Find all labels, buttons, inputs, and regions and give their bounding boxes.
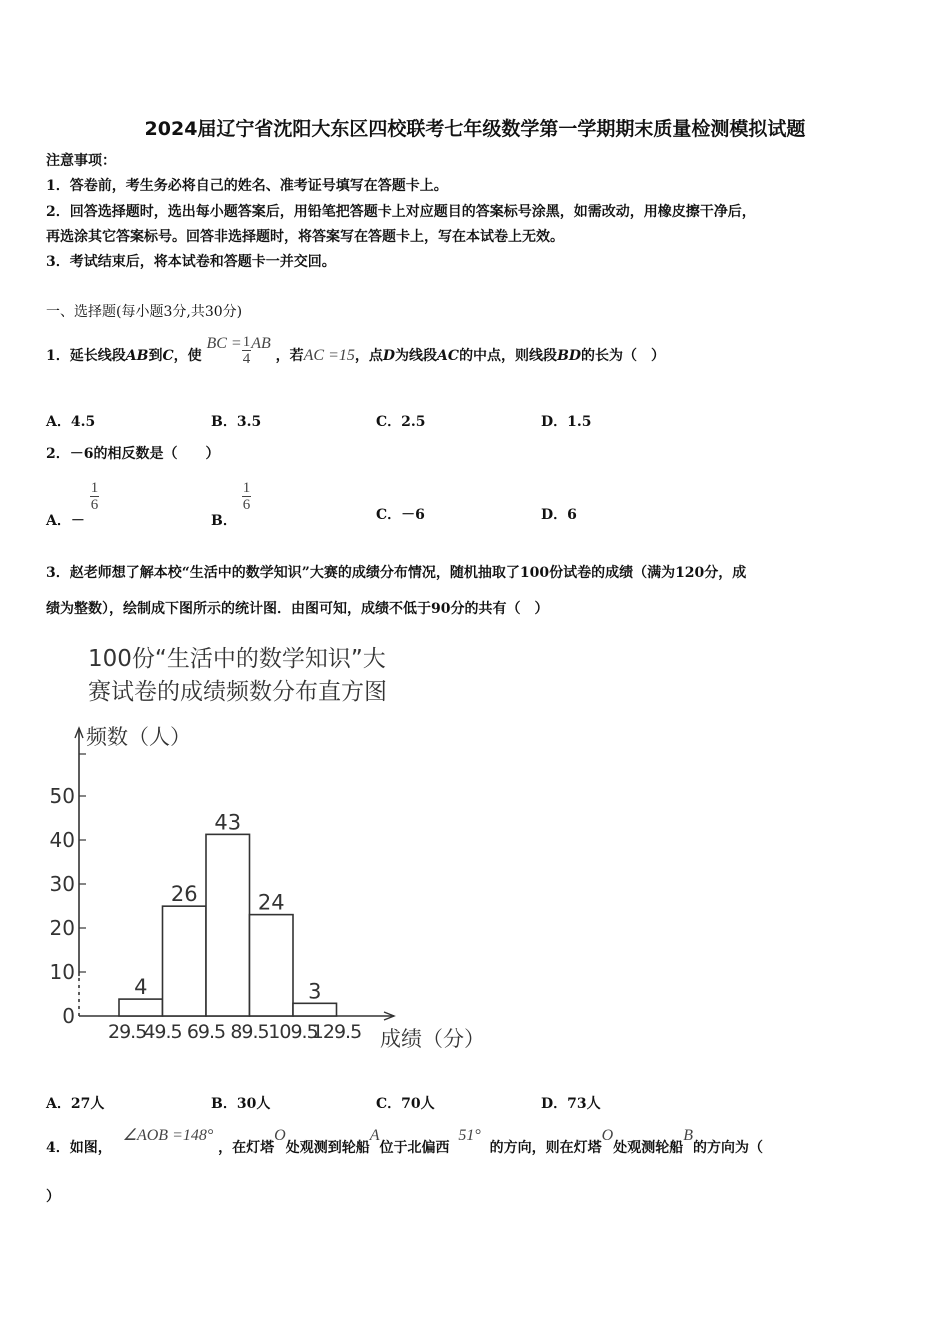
x-axis-label: 成绩（分） — [380, 1027, 485, 1051]
frac-den: 6 — [242, 497, 251, 513]
q4-text: 处观测轮船 — [613, 1140, 684, 1156]
q4-text: 处观测到轮船 — [285, 1140, 370, 1156]
chart-title: 赛试卷的成绩频数分布直方图 — [88, 679, 387, 705]
question-4 — [46, 1127, 763, 1157]
q1-text: ，点 — [354, 348, 383, 364]
q2-option-d[interactable]: D．6 — [541, 507, 577, 523]
y-tick-label: 40 — [49, 828, 75, 852]
q1-var: AB — [125, 348, 149, 364]
x-tick-label: 29.5 — [108, 1021, 147, 1043]
formula: 51° — [458, 1127, 481, 1144]
q1-text: ，使 — [173, 348, 202, 364]
question-4-close: ） — [46, 1189, 60, 1205]
q1-text: 为线段 — [395, 348, 438, 364]
histogram-bar — [163, 906, 207, 1016]
q4-var: O — [601, 1127, 614, 1144]
notice-item: 1．答卷前，考生务必将自己的姓名、准考证号填写在答题卡上。 — [46, 178, 448, 194]
q1-var: D — [382, 348, 396, 364]
bar-data-label: 26 — [170, 882, 198, 907]
q4-var: O — [274, 1127, 286, 1144]
q2-option-c[interactable]: C．－6 — [376, 507, 425, 523]
q4-text: 的方向为（ — [692, 1140, 763, 1156]
option-label: B． — [211, 512, 237, 529]
q1-text: 到 — [148, 348, 163, 364]
formula: BC = — [206, 335, 242, 352]
x-tick-label: 129.5 — [311, 1021, 362, 1043]
q1-option-b[interactable]: B．3.5 — [211, 414, 262, 430]
q4-text: 4．如图， — [46, 1140, 112, 1156]
page-title: 2024届辽宁省沈阳大东区四校联考七年级数学第一学期期末质量检测模拟试题 — [144, 118, 806, 140]
q1-var: AC — [437, 348, 460, 364]
bars — [119, 810, 337, 1016]
y-tick-label: 0 — [62, 1004, 75, 1028]
notice-item: 3．考试结束后，将本试卷和答题卡一并交回。 — [46, 254, 336, 270]
q3-option-a[interactable]: A．27人 — [46, 1096, 105, 1112]
q1-option-d[interactable]: D．1.5 — [541, 414, 592, 430]
y-axis-label: 频数（人） — [86, 725, 191, 749]
q3-option-c[interactable]: C．70人 — [376, 1096, 435, 1112]
histogram-bar — [250, 915, 294, 1016]
q4-text: 位于北偏西 — [379, 1140, 450, 1156]
q4-text: 的方向，则在灯塔 — [489, 1140, 602, 1156]
frac-den: 6 — [90, 497, 99, 513]
notice-item: 再选涂其它答案标号。回答非选择题时，将答案写在答题卡上，写在本试卷上无效。 — [46, 229, 564, 245]
y-tick-label: 50 — [49, 784, 75, 808]
formula: AC =15 — [303, 347, 355, 364]
x-tick-label: 109.5 — [268, 1021, 318, 1043]
q3-option-b[interactable]: B．30人 — [211, 1096, 271, 1112]
option-label: A．－ — [46, 512, 85, 529]
histogram-bar — [119, 999, 163, 1016]
frac-den: 4 — [242, 350, 251, 367]
x-tick-label: 89.5 — [230, 1021, 269, 1043]
q1-var: C — [162, 348, 174, 364]
frac-num: 1 — [242, 333, 251, 350]
q3-option-d[interactable]: D．73人 — [541, 1096, 601, 1112]
x-tick-label: 69.5 — [186, 1021, 226, 1043]
y-tick-label: 20 — [49, 916, 75, 940]
question-3-line: 绩为整数），绘制成下图所示的统计图．由图可知，成绩不低于90分的共有（ ） — [46, 601, 549, 617]
chart-title: 100份“生活中的数学知识”大 — [88, 646, 386, 672]
q1-text: 的长为（ ） — [581, 348, 666, 364]
q1-text: 的中点，则线段 — [459, 348, 558, 364]
q1-option-a[interactable]: A．4.5 — [46, 414, 96, 430]
question-3-line: 3．赵老师想了解本校“生活中的数学知识”大赛的成绩分布情况，随机抽取了100份试卷的成绩（满为120分，成 — [46, 565, 747, 581]
q1-option-c[interactable]: C．2.5 — [376, 414, 426, 430]
q4-text: ，在灯塔 — [218, 1140, 275, 1156]
q1-var: BD — [557, 348, 582, 364]
notice-heading: 注意事项： — [46, 153, 116, 169]
x-tick-label: 49.5 — [143, 1021, 182, 1043]
y-tick-label: 10 — [49, 960, 75, 984]
q4-var: B — [683, 1127, 693, 1144]
notice-item: 2．回答选择题时，选出每小题答案后，用铅笔把答题卡上对应题目的答案标号涂黑，如需改动，用橡皮擦干净后， — [46, 204, 756, 220]
q1-text: 1．延长线段 — [46, 348, 126, 364]
bar-data-label: 3 — [308, 979, 322, 1004]
section-heading: 一、选择题(每小题3分,共30分) — [46, 304, 243, 320]
histogram-bar — [293, 1003, 337, 1016]
q4-var: A — [369, 1127, 380, 1144]
bar-data-label: 43 — [214, 810, 242, 835]
q1-text: ，若 — [275, 348, 304, 364]
formula: AB — [251, 335, 271, 352]
formula: ∠AOB =148° — [122, 1127, 214, 1144]
frac-num: 1 — [242, 480, 251, 496]
bar-data-label: 4 — [134, 975, 148, 1000]
histogram-bar — [206, 834, 250, 1016]
frac-num: 1 — [90, 480, 99, 496]
question-2: 2．－6的相反数是（ ） — [46, 446, 220, 462]
y-tick-label: 30 — [49, 872, 75, 896]
bar-data-label: 24 — [257, 890, 285, 915]
